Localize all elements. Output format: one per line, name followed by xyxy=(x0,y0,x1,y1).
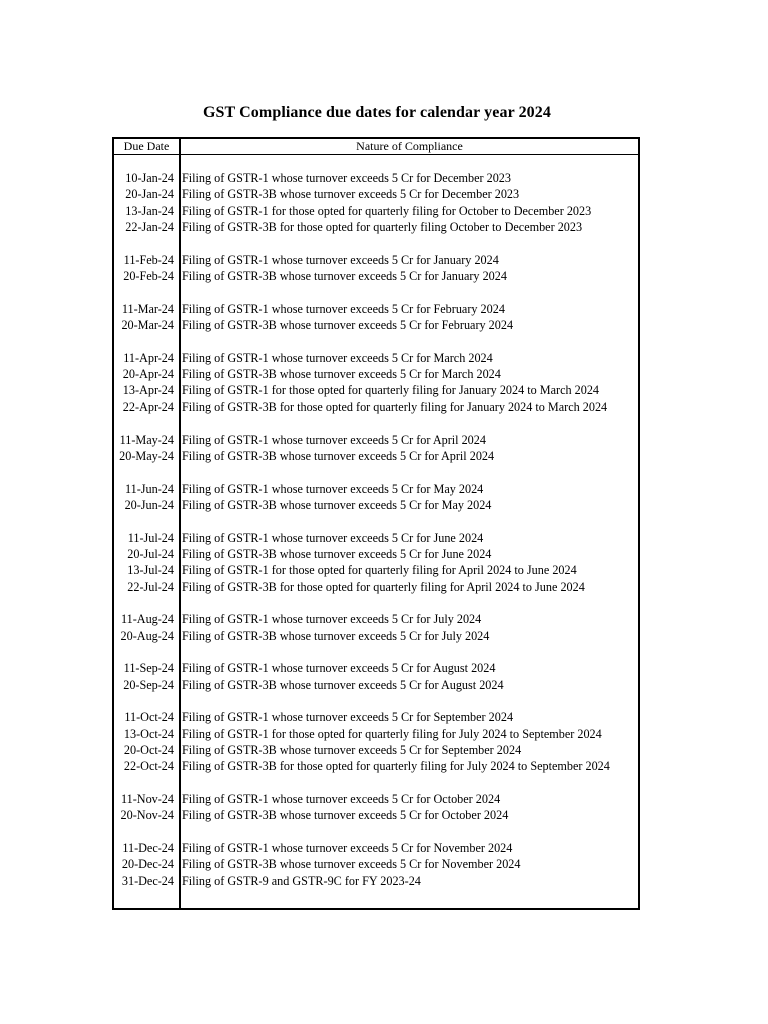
nature-cell: Filing of GSTR-1 whose turnover exceeds 5 Cr for April 2024 xyxy=(182,432,486,447)
group-spacer xyxy=(114,824,638,840)
due-date-cell: 11-Apr-24 xyxy=(123,350,174,365)
group-spacer xyxy=(114,595,638,611)
table-row xyxy=(114,628,638,644)
nature-cell: Filing of GSTR-3B whose turnover exceeds 5 Cr for November 2024 xyxy=(182,857,521,872)
due-date-cell: 20-Feb-24 xyxy=(123,269,174,284)
nature-cell: Filing of GSTR-1 whose turnover exceeds 5 Cr for September 2024 xyxy=(182,710,514,725)
due-date-cell: 20-Jan-24 xyxy=(125,187,174,202)
nature-cell: Filing of GSTR-1 whose turnover exceeds 5 Cr for March 2024 xyxy=(182,350,493,365)
nature-cell: Filing of GSTR-1 whose turnover exceeds 5 Cr for January 2024 xyxy=(182,252,499,267)
table-row xyxy=(114,432,638,448)
group-spacer xyxy=(114,775,638,791)
table-row xyxy=(114,562,638,578)
group-spacer xyxy=(114,333,638,349)
table-row xyxy=(114,268,638,284)
due-date-cell: 11-Nov-24 xyxy=(120,792,174,807)
table-row xyxy=(114,366,638,382)
due-date-cell: 11-Dec-24 xyxy=(122,841,174,856)
page-title: GST Compliance due dates for calendar year 2024 xyxy=(203,104,551,121)
due-date-cell: 20-Nov-24 xyxy=(120,808,174,823)
due-date-cell: 11-Feb-24 xyxy=(123,252,174,267)
table-row xyxy=(114,856,638,872)
table-row xyxy=(114,497,638,513)
due-date-cell: 13-Jan-24 xyxy=(125,203,174,218)
header-divider xyxy=(114,154,638,155)
due-date-cell: 31-Dec-24 xyxy=(121,873,174,888)
table-row xyxy=(114,481,638,497)
nature-cell: Filing of GSTR-3B whose turnover exceeds 5 Cr for May 2024 xyxy=(182,497,492,512)
nature-cell: Filing of GSTR-3B whose turnover exceeds 5 Cr for September 2024 xyxy=(182,743,522,758)
due-date-cell: 20-Oct-24 xyxy=(123,743,174,758)
nature-cell: Filing of GSTR-1 for those opted for quarterly filing for April 2024 to June 2024 xyxy=(182,563,577,578)
group-spacer xyxy=(114,513,638,529)
due-date-cell: 11-May-24 xyxy=(119,432,174,447)
group-spacer xyxy=(114,644,638,660)
nature-cell: Filing of GSTR-3B for those opted for quarterly filing for January 2024 to March 2024 xyxy=(182,399,608,414)
table-row xyxy=(114,709,638,725)
table-row xyxy=(114,317,638,333)
table-row xyxy=(114,758,638,774)
due-date-cell: 11-Oct-24 xyxy=(124,710,174,725)
nature-cell: Filing of GSTR-3B whose turnover exceeds 5 Cr for April 2024 xyxy=(182,448,495,463)
table-row xyxy=(114,677,638,693)
group-spacer xyxy=(114,415,638,431)
nature-cell: Filing of GSTR-1 whose turnover exceeds 5 Cr for June 2024 xyxy=(182,530,484,545)
table-row xyxy=(114,301,638,317)
due-date-cell: 11-Aug-24 xyxy=(120,612,174,627)
due-date-cell: 20-Jun-24 xyxy=(124,497,174,512)
nature-cell: Filing of GSTR-3B whose turnover exceeds 5 Cr for December 2023 xyxy=(182,187,520,202)
table-row xyxy=(114,350,638,366)
due-date-cell: 13-Apr-24 xyxy=(122,383,174,398)
table-row xyxy=(114,791,638,807)
due-date-cell: 20-Sep-24 xyxy=(123,677,174,692)
nature-cell: Filing of GSTR-1 whose turnover exceeds 5 Cr for November 2024 xyxy=(182,841,513,856)
table-body xyxy=(114,170,638,889)
due-date-cell: 11-Jun-24 xyxy=(125,481,174,496)
due-date-cell: 20-Aug-24 xyxy=(120,628,174,643)
table-row xyxy=(114,807,638,823)
due-date-cell: 20-Apr-24 xyxy=(122,367,174,382)
nature-cell: Filing of GSTR-3B whose turnover exceeds 5 Cr for February 2024 xyxy=(182,318,514,333)
table-row xyxy=(114,579,638,595)
nature-cell: Filing of GSTR-3B for those opted for quarterly filing October to December 2023 xyxy=(182,220,583,235)
due-date-cell: 20-May-24 xyxy=(119,448,174,463)
due-date-cell: 20-Jul-24 xyxy=(127,546,174,561)
group-spacer xyxy=(114,284,638,300)
nature-cell: Filing of GSTR-3B whose turnover exceeds 5 Cr for October 2024 xyxy=(182,808,509,823)
nature-cell: Filing of GSTR-9 and GSTR-9C for FY 2023-24 xyxy=(182,873,421,888)
nature-cell: Filing of GSTR-1 whose turnover exceeds 5 Cr for February 2024 xyxy=(182,301,505,316)
due-date-cell: 20-Dec-24 xyxy=(121,857,174,872)
nature-cell: Filing of GSTR-3B for those opted for quarterly filing for July 2024 to September 2024 xyxy=(182,759,610,774)
nature-cell: Filing of GSTR-3B whose turnover exceeds 5 Cr for March 2024 xyxy=(182,367,501,382)
header-nature-of-compliance: Nature of Compliance xyxy=(356,139,463,153)
table-row xyxy=(114,382,638,398)
table-row xyxy=(114,186,638,202)
due-date-cell: 13-Oct-24 xyxy=(123,726,174,741)
due-date-cell: 11-Sep-24 xyxy=(123,661,174,676)
nature-cell: Filing of GSTR-3B for those opted for quarterly filing for April 2024 to June 2024 xyxy=(182,579,585,594)
compliance-table xyxy=(112,137,640,910)
table-row xyxy=(114,252,638,268)
table-row xyxy=(114,219,638,235)
group-spacer xyxy=(114,464,638,480)
group-spacer xyxy=(114,235,638,251)
due-date-cell: 22-Jan-24 xyxy=(125,220,174,235)
due-date-cell: 22-Jul-24 xyxy=(127,579,174,594)
table-row xyxy=(114,611,638,627)
header-due-date: Due Date xyxy=(123,139,170,153)
due-date-cell: 10-Jan-24 xyxy=(125,171,174,185)
nature-cell: Filing of GSTR-3B whose turnover exceeds 5 Cr for January 2024 xyxy=(182,269,507,284)
due-date-cell: 13-Jul-24 xyxy=(127,563,174,578)
nature-cell: Filing of GSTR-3B whose turnover exceeds 5 Cr for July 2024 xyxy=(182,628,490,643)
nature-cell: Filing of GSTR-3B whose turnover exceeds 5 Cr for June 2024 xyxy=(182,546,492,561)
table-row xyxy=(114,170,638,186)
nature-cell: Filing of GSTR-1 for those opted for quarterly filing for January 2024 to March 2024 xyxy=(182,383,600,398)
nature-cell: Filing of GSTR-1 whose turnover exceeds 5 Cr for October 2024 xyxy=(182,792,501,807)
table-row xyxy=(114,660,638,676)
nature-cell: Filing of GSTR-1 whose turnover exceeds 5 Cr for December 2023 xyxy=(182,171,511,185)
table-row xyxy=(114,840,638,856)
table-row xyxy=(114,448,638,464)
nature-cell: Filing of GSTR-1 whose turnover exceeds 5 Cr for August 2024 xyxy=(182,661,496,676)
nature-cell: Filing of GSTR-3B whose turnover exceeds 5 Cr for August 2024 xyxy=(182,677,504,692)
table-row xyxy=(114,546,638,562)
nature-cell: Filing of GSTR-1 for those opted for quarterly filing for July 2024 to September 2024 xyxy=(182,726,602,741)
due-date-cell: 11-Jul-24 xyxy=(127,530,174,545)
due-date-cell: 20-Mar-24 xyxy=(121,318,174,333)
due-date-cell: 11-Mar-24 xyxy=(121,301,174,316)
table-row xyxy=(114,873,638,889)
nature-cell: Filing of GSTR-1 whose turnover exceeds 5 Cr for July 2024 xyxy=(182,612,482,627)
table-row xyxy=(114,530,638,546)
nature-cell: Filing of GSTR-1 for those opted for quarterly filing for October to December 2023 xyxy=(182,203,592,218)
table-row xyxy=(114,726,638,742)
due-date-cell: 22-Oct-24 xyxy=(123,759,174,774)
due-date-cell: 22-Apr-24 xyxy=(122,399,174,414)
group-spacer xyxy=(114,693,638,709)
nature-cell: Filing of GSTR-1 whose turnover exceeds 5 Cr for May 2024 xyxy=(182,481,484,496)
table-row xyxy=(114,203,638,219)
table-row xyxy=(114,399,638,415)
table-row xyxy=(114,742,638,758)
